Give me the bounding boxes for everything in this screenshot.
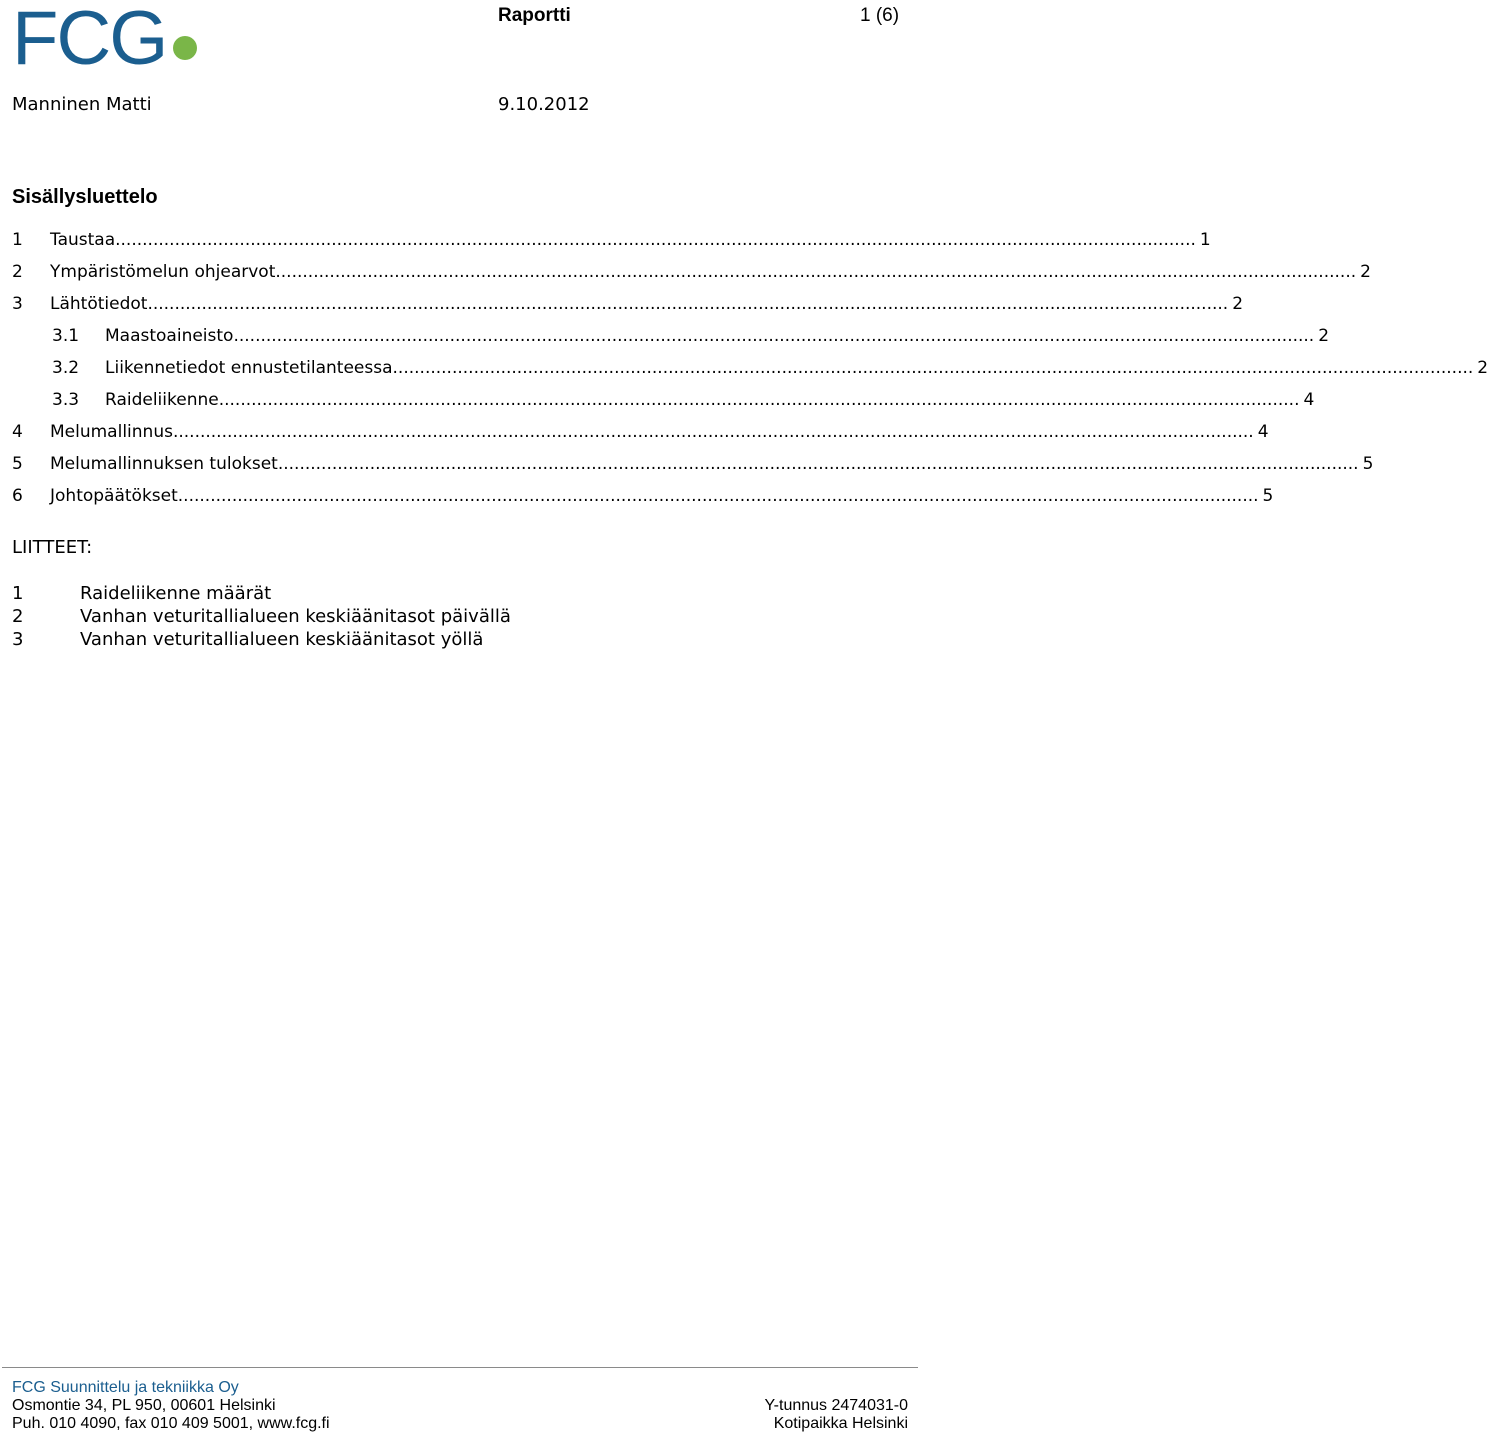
toc-leader-dots: ........................................................................................................................................................................................................ (172, 422, 1254, 442)
document-date: 9.10.2012 (498, 94, 590, 115)
toc-item-number: 4 (12, 422, 23, 442)
appendix-title: Vanhan veturitallialueen keskiäänitasot yöllä (80, 629, 484, 650)
toc-item[interactable] (0, 416, 1269, 448)
toc-item-number: 3.1 (52, 326, 80, 346)
toc-item-title: Raideliikenne (105, 390, 219, 410)
toc-leader-dots: ........................................................................................................................................................................................................ (233, 326, 1315, 346)
toc-item-number: 3.2 (52, 358, 80, 378)
footer-address: Osmontie 34, PL 950, 00601 Helsinki (12, 1397, 276, 1414)
toc-leader-dots: ........................................................................................................................................................................................................ (392, 358, 1474, 378)
toc-heading: Sisällysluettelo (12, 186, 158, 208)
appendix-number: 1 (12, 583, 24, 604)
toc-item-number: 5 (12, 454, 23, 474)
report-title: Raportti (498, 5, 571, 26)
toc-item-number: 3 (12, 294, 23, 314)
toc-item-title: Ympäristömelun ohjearvot (50, 262, 276, 282)
toc-item-page: 5 (1262, 486, 1274, 506)
footer-contact: Puh. 010 4090, fax 010 409 5001, www.fcg.fi (12, 1415, 330, 1432)
toc-leader-dots: ........................................................................................................................................................................................................ (177, 486, 1259, 506)
logo-green-dot (173, 36, 197, 60)
appendix-item (0, 628, 960, 651)
toc-item-number: 1 (12, 230, 23, 250)
toc-item[interactable] (0, 320, 1330, 352)
toc-item[interactable] (0, 352, 1488, 384)
toc-item-page: 5 (1362, 454, 1374, 474)
appendix-title: Vanhan veturitallialueen keskiäänitasot päivällä (80, 606, 511, 627)
toc-leader-dots: ........................................................................................................................................................................................................ (115, 230, 1196, 250)
toc-item-page: 2 (1232, 294, 1244, 314)
toc-item-title: Maastoaineisto (105, 326, 234, 346)
footer-business-id: Y-tunnus 2474031-0 (764, 1397, 908, 1414)
toc-item-page: 1 (1199, 230, 1211, 250)
appendix-number: 2 (12, 606, 24, 627)
toc-item[interactable] (0, 448, 1374, 480)
toc-item-number: 2 (12, 262, 23, 282)
toc-item-title: Melumallinnuksen tulokset (50, 454, 278, 474)
toc-item[interactable] (0, 224, 1211, 256)
logo-text: FCG (12, 0, 167, 81)
page-number: 1 (6) (860, 5, 900, 26)
toc-item[interactable] (0, 256, 1371, 288)
toc-leader-dots: ........................................................................................................................................................................................................ (277, 454, 1359, 474)
toc-item-number: 3.3 (52, 390, 80, 410)
toc-item-page: 4 (1257, 422, 1269, 442)
toc-item-title: Lähtötiedot (50, 294, 148, 314)
table-of-contents (0, 224, 1488, 512)
footer-domicile: Kotipaikka Helsinki (773, 1415, 908, 1432)
appendix-item (0, 582, 960, 605)
toc-item[interactable] (0, 480, 1274, 512)
toc-item-title: Melumallinnus (50, 422, 173, 442)
toc-item-page: 2 (1318, 326, 1330, 346)
toc-item-page: 2 (1477, 358, 1488, 378)
toc-item-page: 4 (1303, 390, 1315, 410)
toc-leader-dots: ........................................................................................................................................................................................................ (218, 390, 1300, 410)
toc-item[interactable] (0, 288, 1244, 320)
toc-item-title: Liikennetiedot ennustetilanteessa (105, 358, 393, 378)
appendix-title: Raideliikenne määrät (80, 583, 272, 604)
toc-item[interactable] (0, 384, 1315, 416)
toc-leader-dots: ........................................................................................................................................................................................................ (275, 262, 1357, 282)
appendix-list (0, 582, 960, 651)
appendix-item (0, 605, 960, 628)
fcg-logo-image (12, 0, 202, 81)
appendix-heading: LIITTEET: (12, 537, 93, 558)
author-name: Manninen Matti (12, 94, 152, 115)
footer-divider (2, 1367, 918, 1368)
fcg-logo (12, 0, 202, 81)
toc-item-title: Johtopäätökset (50, 486, 178, 506)
toc-item-title: Taustaa (50, 230, 116, 250)
toc-leader-dots: ........................................................................................................................................................................................................ (147, 294, 1229, 314)
appendix-number: 3 (12, 629, 24, 650)
footer-company-name: FCG Suunnittelu ja tekniikka Oy (12, 1379, 239, 1396)
toc-item-number: 6 (12, 486, 23, 506)
toc-item-page: 2 (1360, 262, 1371, 282)
